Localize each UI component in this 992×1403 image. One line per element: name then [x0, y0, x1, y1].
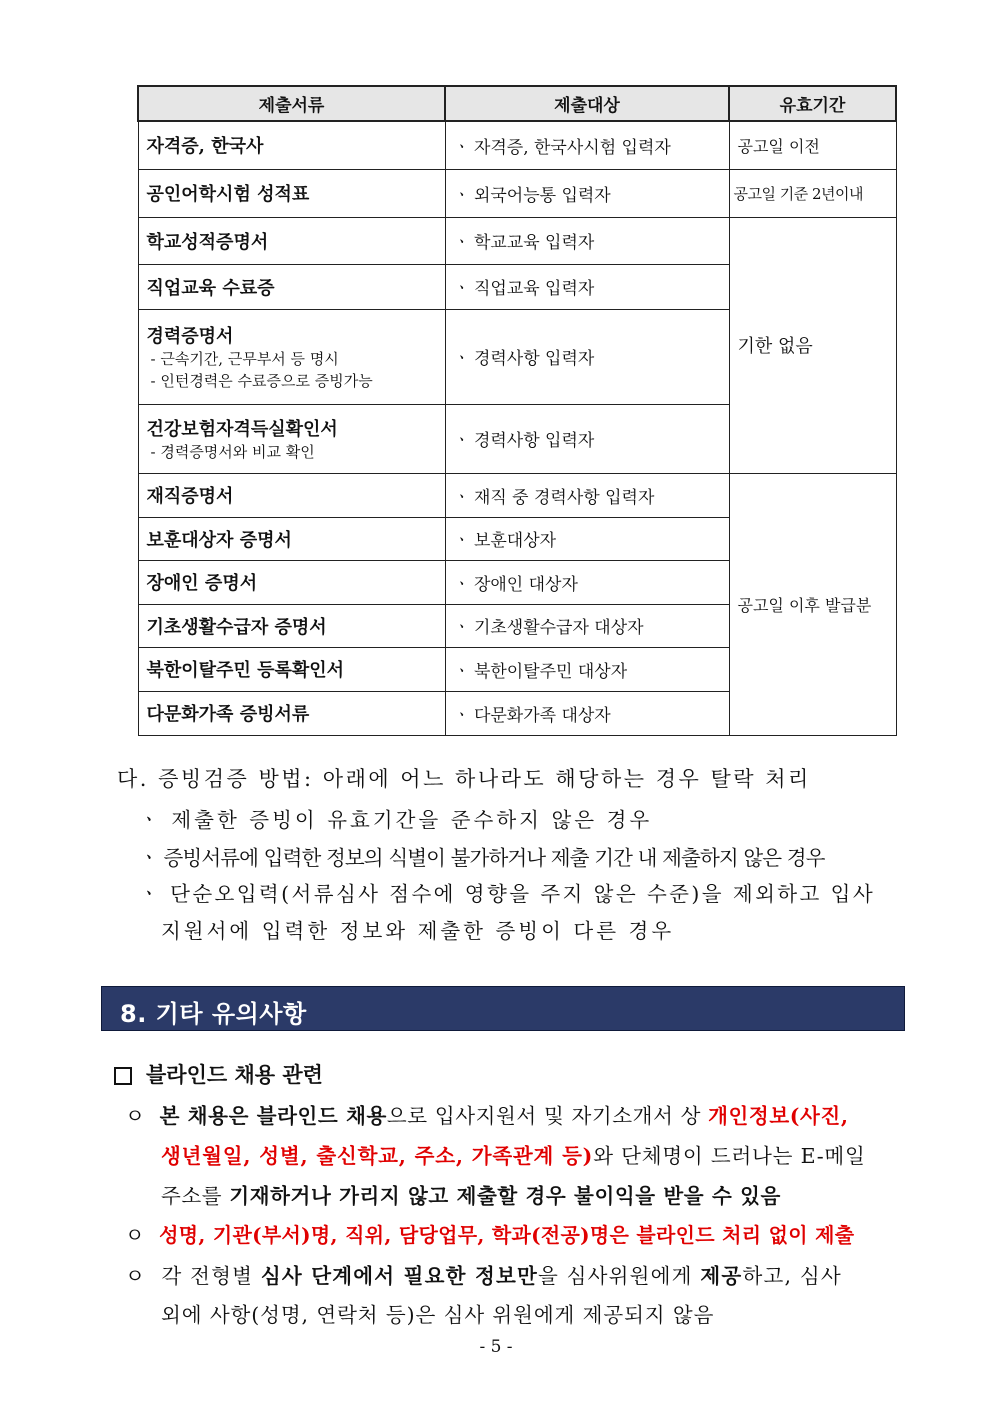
doc-note: - 근속기간, 근무부서 등 명시 [150, 349, 339, 368]
header-target: 제출대상 [445, 86, 729, 121]
verification-item: ㆍ 제출한 증빙이 유효기간을 준수하지 않은 경우 [139, 808, 653, 832]
submission-documents-table [137, 85, 897, 736]
doc-name: 장애인 증명서 [138, 560, 445, 604]
doc-target: ㆍ 보훈대상자 [445, 517, 729, 560]
doc-note: - 인턴경력은 수료증으로 증빙가능 [150, 371, 373, 390]
table-header-row [138, 86, 896, 121]
doc-name: 재직증명서 [138, 473, 445, 517]
doc-target: ㆍ 경력사항 입력자 [445, 309, 729, 404]
subheading: 블라인드 채용 관련 [114, 1059, 323, 1089]
notice-paragraph-3: ㅇ 각 전형별 심사 단계에서 필요한 정보만을 심사위원에게 제공하고, 심사 [125, 1264, 842, 1288]
doc-validity: 공고일 기준 2년이내 [729, 169, 896, 217]
verification-heading: 다. 증빙검증 방법: 아래에 어느 하나라도 해당하는 경우 탈락 처리 [117, 767, 811, 791]
doc-note: - 경력증명서와 비교 확인 [150, 442, 315, 461]
verification-item: ㆍ 단순오입력(서류심사 점수에 영향을 주지 않은 수준)을 제외하고 입사 [139, 882, 876, 906]
verification-item: ㆍ 증빙서류에 입력한 정보의 식별이 불가하거나 제출 기간 내 제출하지 않은 경우 [139, 846, 825, 870]
doc-target: ㆍ 다문화가족 대상자 [445, 691, 729, 735]
notice-paragraph-2: ㅇ 성명, 기관(부서)명, 직위, 담당업무, 학과(전공)명은 블라인드 처리 없이 제출 [125, 1223, 855, 1247]
header-validity: 유효기간 [729, 86, 896, 121]
doc-name: 자격증, 한국사 [138, 121, 445, 169]
table-row [138, 473, 896, 517]
circle-bullet: ㅇ [125, 1104, 146, 1128]
doc-target: ㆍ 직업교육 입력자 [445, 264, 729, 309]
verification-item-continued: 지원서에 입력한 정보와 제출한 증빙이 다른 경우 [161, 919, 675, 943]
doc-name: 기초생활수급자 증명서 [138, 604, 445, 647]
doc-name: 경력증명서 - 근속기간, 근무부서 등 명시 - 인턴경력은 수료증으로 증빙가능 [138, 309, 445, 404]
notice-paragraph-1-line3: 주소를 기재하거나 가리지 않고 제출할 경우 불이익을 받을 수 있음 [161, 1184, 781, 1208]
doc-target: ㆍ 재직 중 경력사항 입력자 [445, 473, 729, 517]
notice-paragraph-1: ㅇ 본 채용은 블라인드 채용으로 입사지원서 및 자기소개서 상 개인정보(사진, [125, 1104, 849, 1128]
doc-validity-group: 공고일 이후 발급분 [729, 473, 896, 735]
table-row [138, 217, 896, 264]
doc-name: 북한이탈주민 등록확인서 [138, 647, 445, 691]
table-row [138, 169, 896, 217]
section-header [101, 986, 905, 1031]
doc-validity-group: 기한 없음 [729, 217, 896, 473]
header-document: 제출서류 [138, 86, 445, 121]
doc-name: 공인어학시험 성적표 [138, 169, 445, 217]
section-title: 8. 기타 유의사항 [120, 1000, 307, 1028]
doc-validity: 공고일 이전 [729, 121, 896, 169]
doc-target: ㆍ 외국어능통 입력자 [445, 169, 729, 217]
notice-paragraph-1-line2: 생년월일, 성별, 출신학교, 주소, 가족관계 등)와 단체명이 드러나는 E-메일 [161, 1144, 866, 1168]
doc-name: 건강보험자격득실확인서 - 경력증명서와 비교 확인 [138, 404, 445, 473]
doc-target: ㆍ 기초생활수급자 대상자 [445, 604, 729, 647]
doc-target: ㆍ 장애인 대상자 [445, 560, 729, 604]
page-number: - 5 - [479, 1337, 513, 1357]
doc-name: 직업교육 수료증 [138, 264, 445, 309]
table-row [138, 121, 896, 169]
doc-target: ㆍ 학교교육 입력자 [445, 217, 729, 264]
checkbox-icon [114, 1067, 132, 1085]
notice-paragraph-3-line2: 외에 사항(성명, 연락처 등)은 심사 위원에게 제공되지 않음 [161, 1303, 715, 1327]
doc-target: ㆍ 자격증, 한국사시험 입력자 [445, 121, 729, 169]
doc-target: ㆍ 북한이탈주민 대상자 [445, 647, 729, 691]
doc-name: 학교성적증명서 [138, 217, 445, 264]
doc-target: ㆍ 경력사항 입력자 [445, 404, 729, 473]
doc-name: 다문화가족 증빙서류 [138, 691, 445, 735]
doc-name: 보훈대상자 증명서 [138, 517, 445, 560]
